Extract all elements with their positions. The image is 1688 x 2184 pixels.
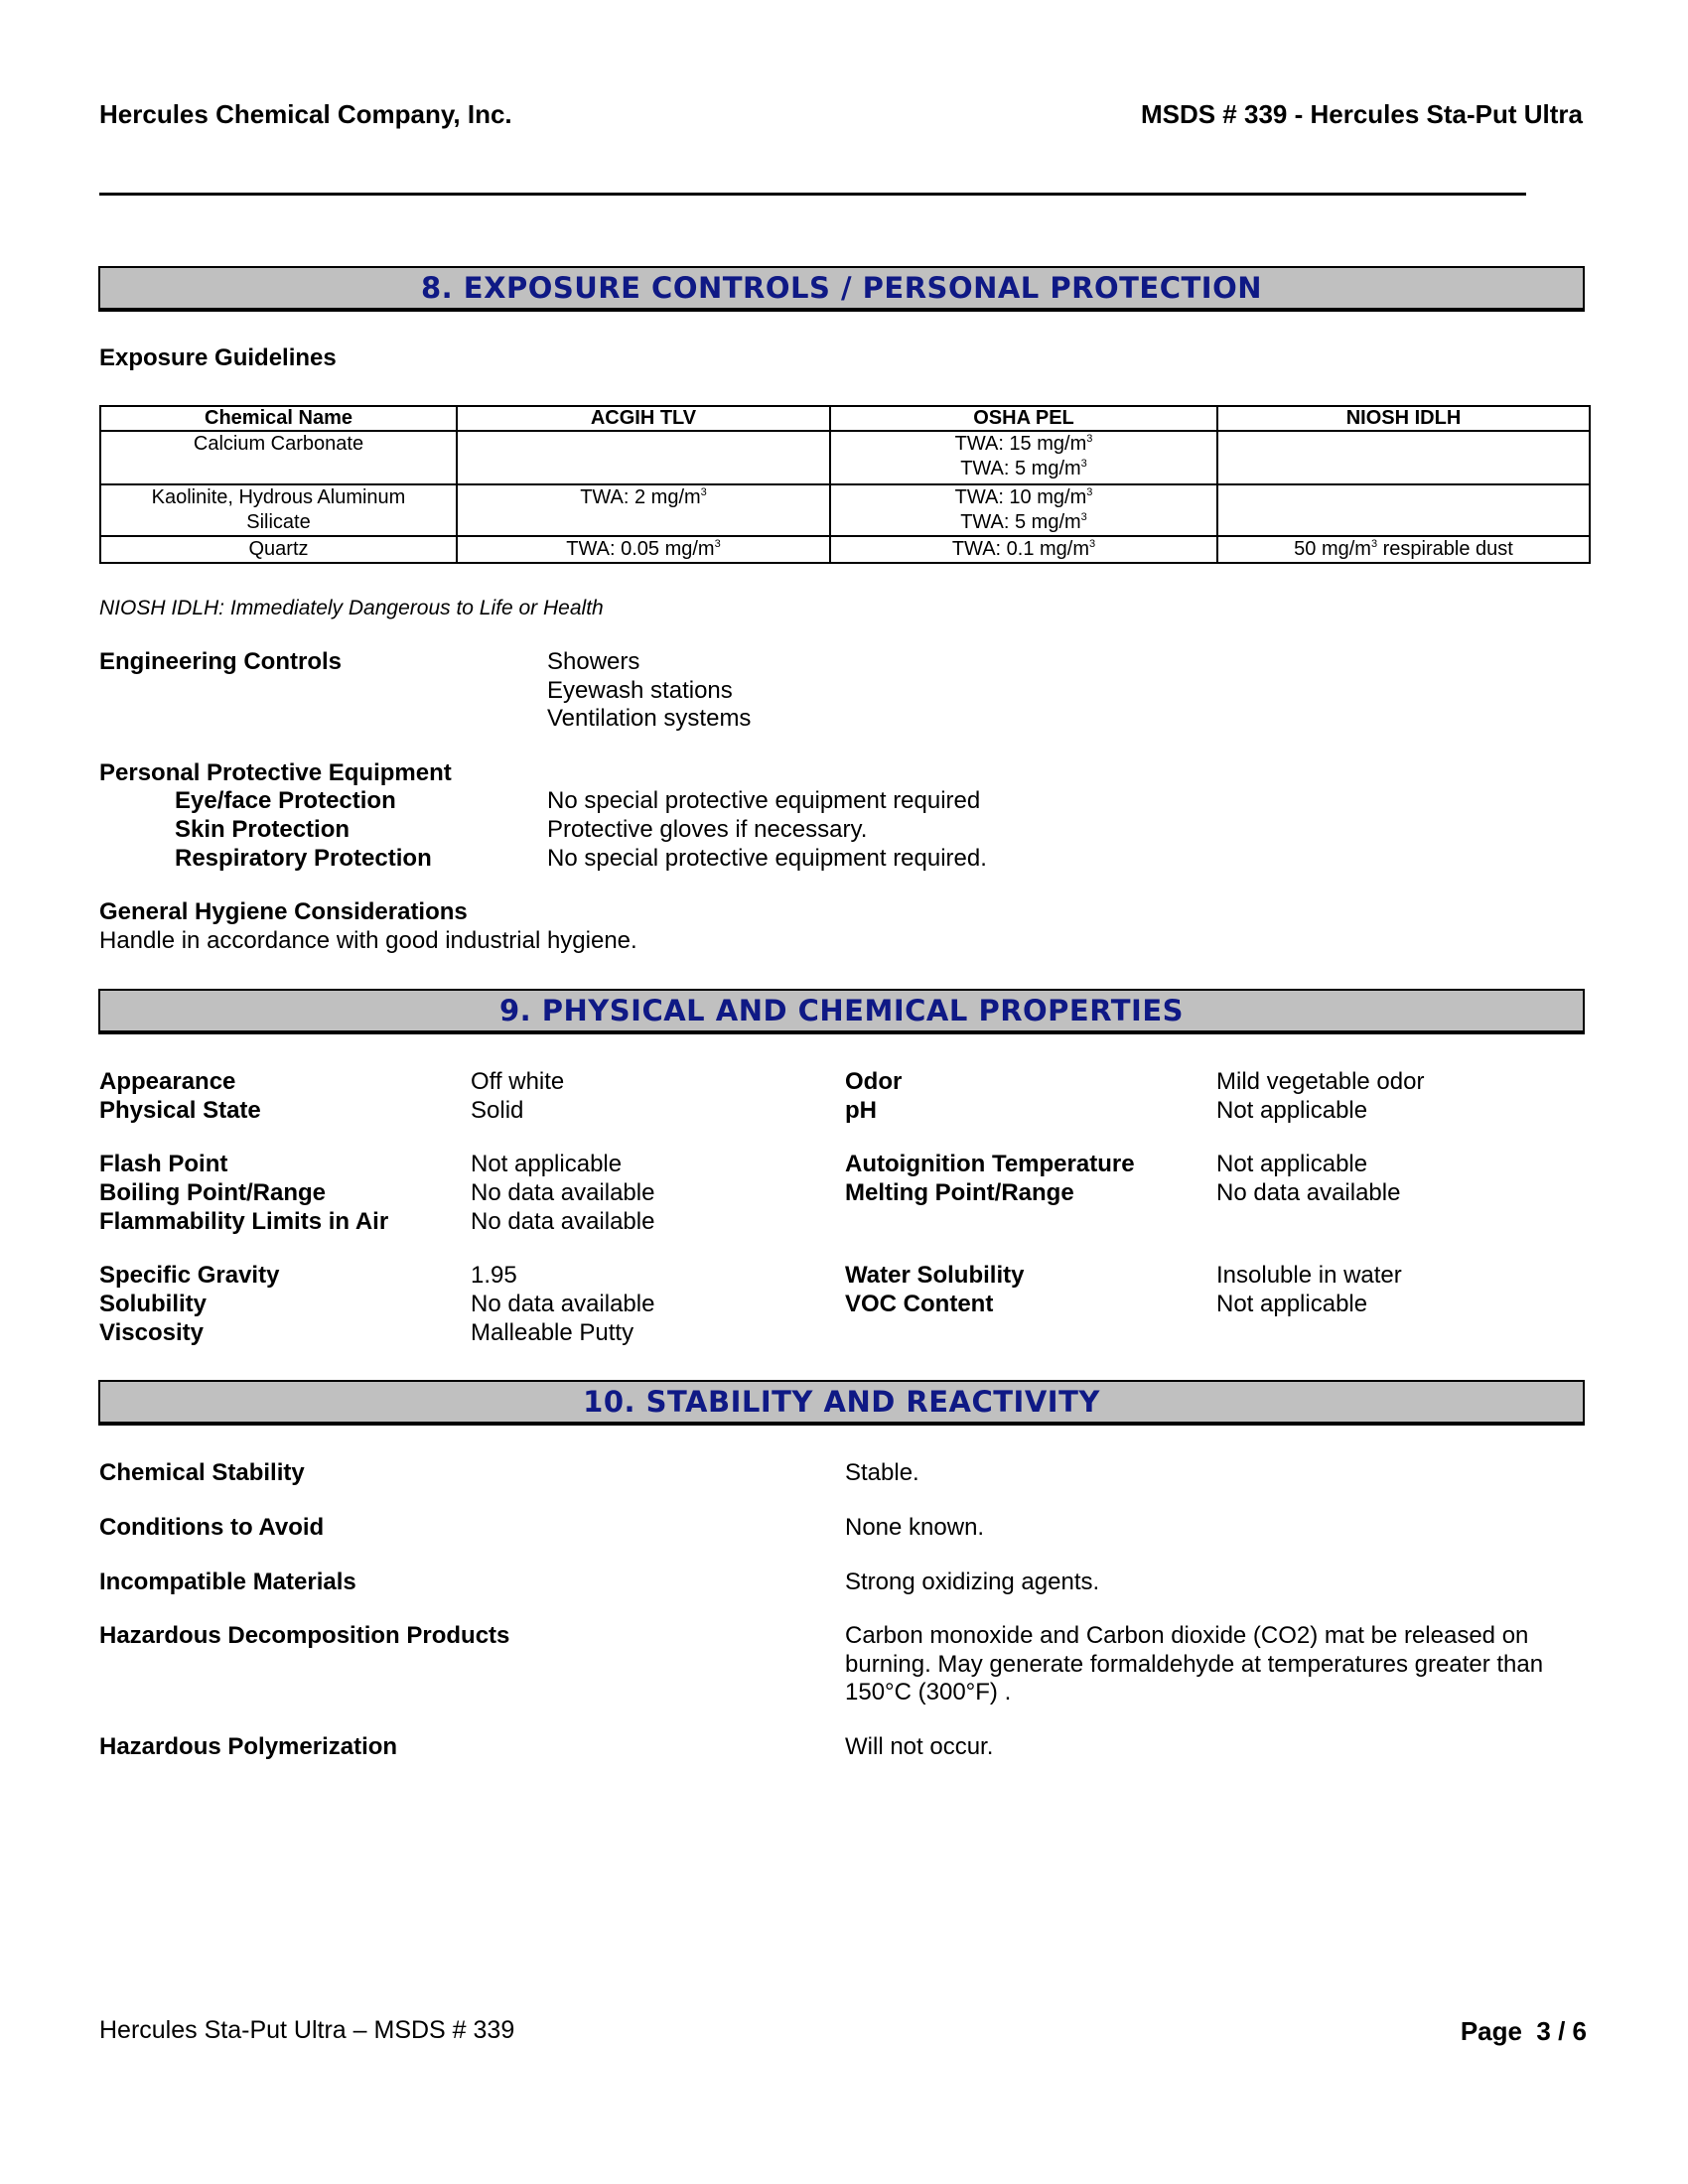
respiratory-protection-label: Respiratory Protection — [175, 845, 432, 872]
table-row — [100, 536, 1590, 563]
column-header: OSHA PEL — [830, 406, 1217, 431]
osha-cell: TWA: 0.1 $mg/m^3$ — [830, 536, 1217, 563]
engineering-control-item: Showers — [547, 648, 640, 675]
property-value: Malleable Putty — [471, 1319, 634, 1346]
property-label: Viscosity — [99, 1319, 204, 1346]
property-label: Odor — [845, 1068, 903, 1095]
column-header: NIOSH IDLH — [1217, 406, 1590, 431]
chemical-name-cell: Quartz — [100, 536, 457, 563]
stability-label: Incompatible Materials — [99, 1569, 356, 1595]
niosh-idlh-note: NIOSH IDLH: Immediately Dangerous to Life or Health — [99, 597, 604, 619]
table-header-row — [100, 406, 1590, 431]
property-value: No data available — [471, 1179, 655, 1206]
property-label: Autoignition Temperature — [845, 1151, 1135, 1177]
section-9-title: 9. PHYSICAL AND CHEMICAL PROPERTIES — [498, 994, 1185, 1027]
ppe-label: Personal Protective Equipment — [99, 759, 452, 786]
property-label: Boiling Point/Range — [99, 1179, 326, 1206]
hygiene-label: General Hygiene Considerations — [99, 898, 468, 925]
property-label: VOC Content — [845, 1291, 994, 1317]
hygiene-value: Handle in accordance with good industrial hygiene. — [99, 927, 637, 954]
property-label: Water Solubility — [845, 1262, 1025, 1289]
stability-value: Carbon monoxide and Carbon dioxide (CO2) mat be released on burning. May generate formaldehyde at temperatures greater than 150°C (300°F) . — [845, 1622, 1544, 1706]
engineering-control-item: Ventilation systems — [547, 705, 752, 732]
property-value: Not applicable — [1216, 1291, 1368, 1317]
osha-cell: TWA: 15 $mg/m^3$ TWA: 5 $mg/m^3$ — [830, 431, 1217, 484]
eye-face-protection-value: No special protective equipment required — [547, 787, 981, 814]
table-row — [100, 484, 1590, 536]
property-value: Mild vegetable odor — [1216, 1068, 1425, 1095]
exposure-guidelines-label: Exposure Guidelines — [99, 344, 337, 371]
header-divider — [99, 193, 1526, 196]
document-title: MSDS # 339 - Hercules Sta-Put Ultra — [1140, 99, 1583, 129]
table-row — [100, 431, 1590, 484]
column-header: Chemical Name — [100, 406, 457, 431]
property-label: Flammability Limits in Air — [99, 1208, 389, 1235]
stability-value: None known. — [845, 1514, 985, 1541]
stability-label: Hazardous Polymerization — [99, 1733, 398, 1760]
acgih-cell — [457, 431, 830, 484]
property-label: Flash Point — [99, 1151, 228, 1177]
niosh-cell: 50 $mg/m^3$ respirable dust — [1217, 536, 1590, 563]
skin-protection-value: Protective gloves if necessary. — [547, 816, 868, 843]
chemical-name-cell: Kaolinite, Hydrous Aluminum Silicate — [100, 484, 457, 536]
section-10-title: 10. STABILITY AND REACTIVITY — [583, 1385, 1100, 1419]
column-header: ACGIH TLV — [457, 406, 830, 431]
footer-document-name: Hercules Sta-Put Ultra – MSDS # 339 — [99, 2016, 515, 2044]
section-10-header — [98, 1380, 1585, 1426]
section-9-header — [98, 989, 1585, 1034]
property-value: 1.95 — [471, 1262, 517, 1289]
property-value: Not applicable — [471, 1151, 623, 1177]
property-value: Insoluble in water — [1216, 1262, 1402, 1289]
property-label: Specific Gravity — [99, 1262, 280, 1289]
exposure-guidelines-table — [99, 405, 1591, 564]
stability-value: Stable. — [845, 1459, 919, 1486]
stability-label: Hazardous Decomposition Products — [99, 1622, 510, 1649]
property-value: No data available — [471, 1291, 655, 1317]
property-value: No data available — [1216, 1179, 1401, 1206]
page-number: Page 3 / 6 — [1460, 2016, 1587, 2046]
property-label: Solubility — [99, 1291, 207, 1317]
property-value: No data available — [471, 1208, 655, 1235]
engineering-control-item: Eyewash stations — [547, 677, 733, 704]
respiratory-protection-value: No special protective equipment required. — [547, 845, 987, 872]
eye-face-protection-label: Eye/face Protection — [175, 787, 396, 814]
skin-protection-label: Skin Protection — [175, 816, 351, 843]
chemical-name-cell: Calcium Carbonate — [100, 431, 457, 484]
acgih-cell: TWA: 2 $mg/m^3$ — [457, 484, 830, 536]
property-value: Off white — [471, 1068, 565, 1095]
engineering-controls-label: Engineering Controls — [99, 648, 343, 675]
property-label: Appearance — [99, 1068, 236, 1095]
property-label: Melting Point/Range — [845, 1179, 1074, 1206]
property-value: Not applicable — [1216, 1097, 1368, 1124]
stability-label: Chemical Stability — [99, 1459, 305, 1486]
property-label: Physical State — [99, 1097, 261, 1124]
niosh-cell — [1217, 431, 1590, 484]
company-name: Hercules Chemical Company, Inc. — [99, 99, 512, 129]
stability-value: Will not occur. — [845, 1733, 994, 1760]
property-value: Solid — [471, 1097, 524, 1124]
section-8-header — [98, 266, 1585, 312]
property-value: Not applicable — [1216, 1151, 1368, 1177]
osha-cell: TWA: 10 $mg/m^3$ TWA: 5 $mg/m^3$ — [830, 484, 1217, 536]
stability-value: Strong oxidizing agents. — [845, 1569, 1100, 1595]
acgih-cell: TWA: 0.05 $mg/m^3$ — [457, 536, 830, 563]
property-label: pH — [845, 1097, 877, 1124]
stability-label: Conditions to Avoid — [99, 1514, 325, 1541]
niosh-cell — [1217, 484, 1590, 536]
section-8-title: 8. EXPOSURE CONTROLS / PERSONAL PROTECTION — [421, 271, 1262, 305]
